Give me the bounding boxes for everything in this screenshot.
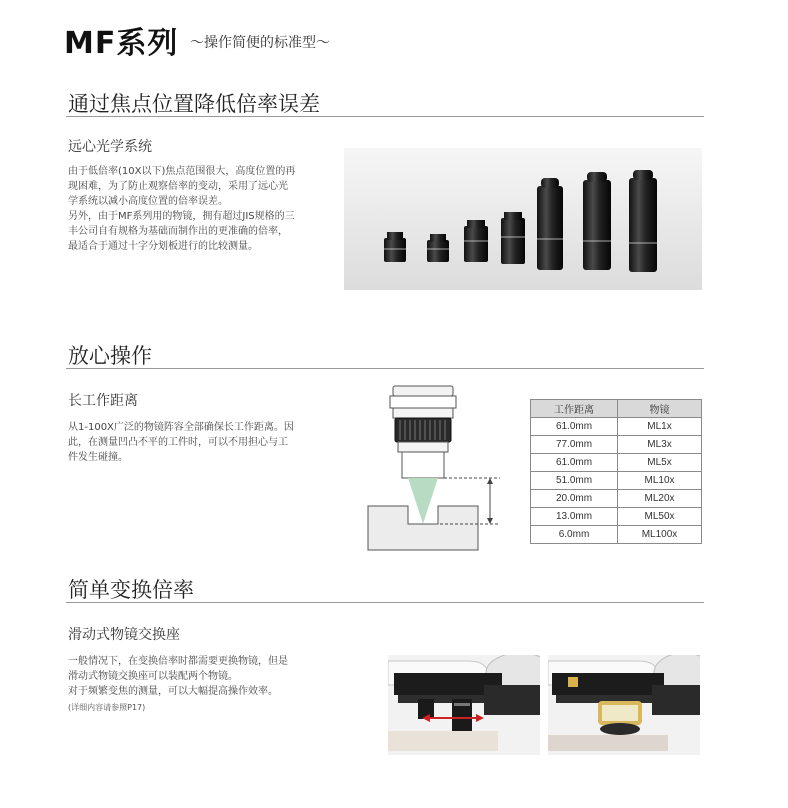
text-line: 一般情况下，在变换倍率时都需要更换物镜，但是: [68, 656, 288, 667]
text-line: 对于频繁变焦的测量，可以大幅提高操作效率。: [68, 686, 278, 697]
text-line: 丰公司自有规格为基础而制作出的更准确的倍率，: [68, 226, 288, 237]
table-row: [531, 418, 702, 436]
table-row: [531, 472, 702, 490]
section-heading-safe-operation: 放心操作: [68, 344, 152, 368]
page-subtitle: ～操作简便的标准型～: [190, 35, 330, 51]
page-title: MF系列: [64, 26, 179, 61]
section-divider: [66, 116, 704, 117]
table-cell: ML20x: [618, 490, 702, 508]
text-line: 现困难，为了防止观察倍率的变动，采用了远心光: [68, 181, 288, 192]
sliding-nosepiece-photo-1: [388, 655, 540, 755]
table-cell: ML10x: [618, 472, 702, 490]
text-line: 从1-100X广泛的物镜阵容全部确保长工作距离。因: [68, 422, 294, 433]
table-cell: 6.0mm: [531, 526, 618, 544]
table-cell: 77.0mm: [531, 436, 618, 454]
sliding-nosepiece-photo-2: [548, 655, 700, 755]
table-row: [531, 454, 702, 472]
reference-note: (详细内容请参照P17): [68, 703, 146, 712]
table-cell: 13.0mm: [531, 508, 618, 526]
text-line: 件发生碰撞。: [68, 452, 128, 463]
table-cell: 61.0mm: [531, 454, 618, 472]
table-header-row: [531, 400, 702, 418]
text-line: 另外，由于MF系列用的物镜，拥有超过JIS规格的三: [68, 211, 295, 222]
subheading-working-distance: 长工作距离: [68, 393, 138, 409]
section-heading-magnification-error: 通过焦点位置降低倍率误差: [68, 92, 320, 116]
paragraph-telecentric: [68, 164, 295, 254]
table-row: [531, 436, 702, 454]
text-line: 由于低倍率(10X以下)焦点范围很大，高度位置的再: [68, 166, 296, 177]
paragraph-sliding-nosepiece: [68, 654, 288, 699]
objective-lenses-photo: [344, 148, 702, 290]
column-header: 物镜: [618, 400, 702, 418]
table-row: [531, 508, 702, 526]
column-header: 工作距离: [531, 400, 618, 418]
text-line: 学系统以减小高度位置的倍率误差。: [68, 196, 228, 207]
table-cell: ML100x: [618, 526, 702, 544]
working-distance-diagram: [360, 382, 510, 560]
table-row: [531, 526, 702, 544]
text-line: 滑动式物镜交换座可以装配两个物镜。: [68, 671, 238, 682]
table-cell: ML1x: [618, 418, 702, 436]
working-distance-table: [530, 399, 702, 544]
text-line: 最适合于通过十字分划板进行的比较测量。: [68, 241, 258, 252]
table-cell: ML50x: [618, 508, 702, 526]
section-divider: [66, 602, 704, 603]
table-cell: 51.0mm: [531, 472, 618, 490]
text-line: 此，在测量凹凸不平的工件时，可以不用担心与工: [68, 437, 288, 448]
section-divider: [66, 368, 704, 369]
table-cell: ML5x: [618, 454, 702, 472]
table-cell: 61.0mm: [531, 418, 618, 436]
section-heading-magnification-change: 简单变换倍率: [68, 578, 194, 602]
table-cell: ML3x: [618, 436, 702, 454]
table-cell: 20.0mm: [531, 490, 618, 508]
table-row: [531, 490, 702, 508]
paragraph-working-distance: [68, 420, 294, 465]
subheading-sliding-nosepiece: 滑动式物镜交换座: [68, 627, 180, 643]
subheading-telecentric: 远心光学系统: [68, 139, 152, 155]
